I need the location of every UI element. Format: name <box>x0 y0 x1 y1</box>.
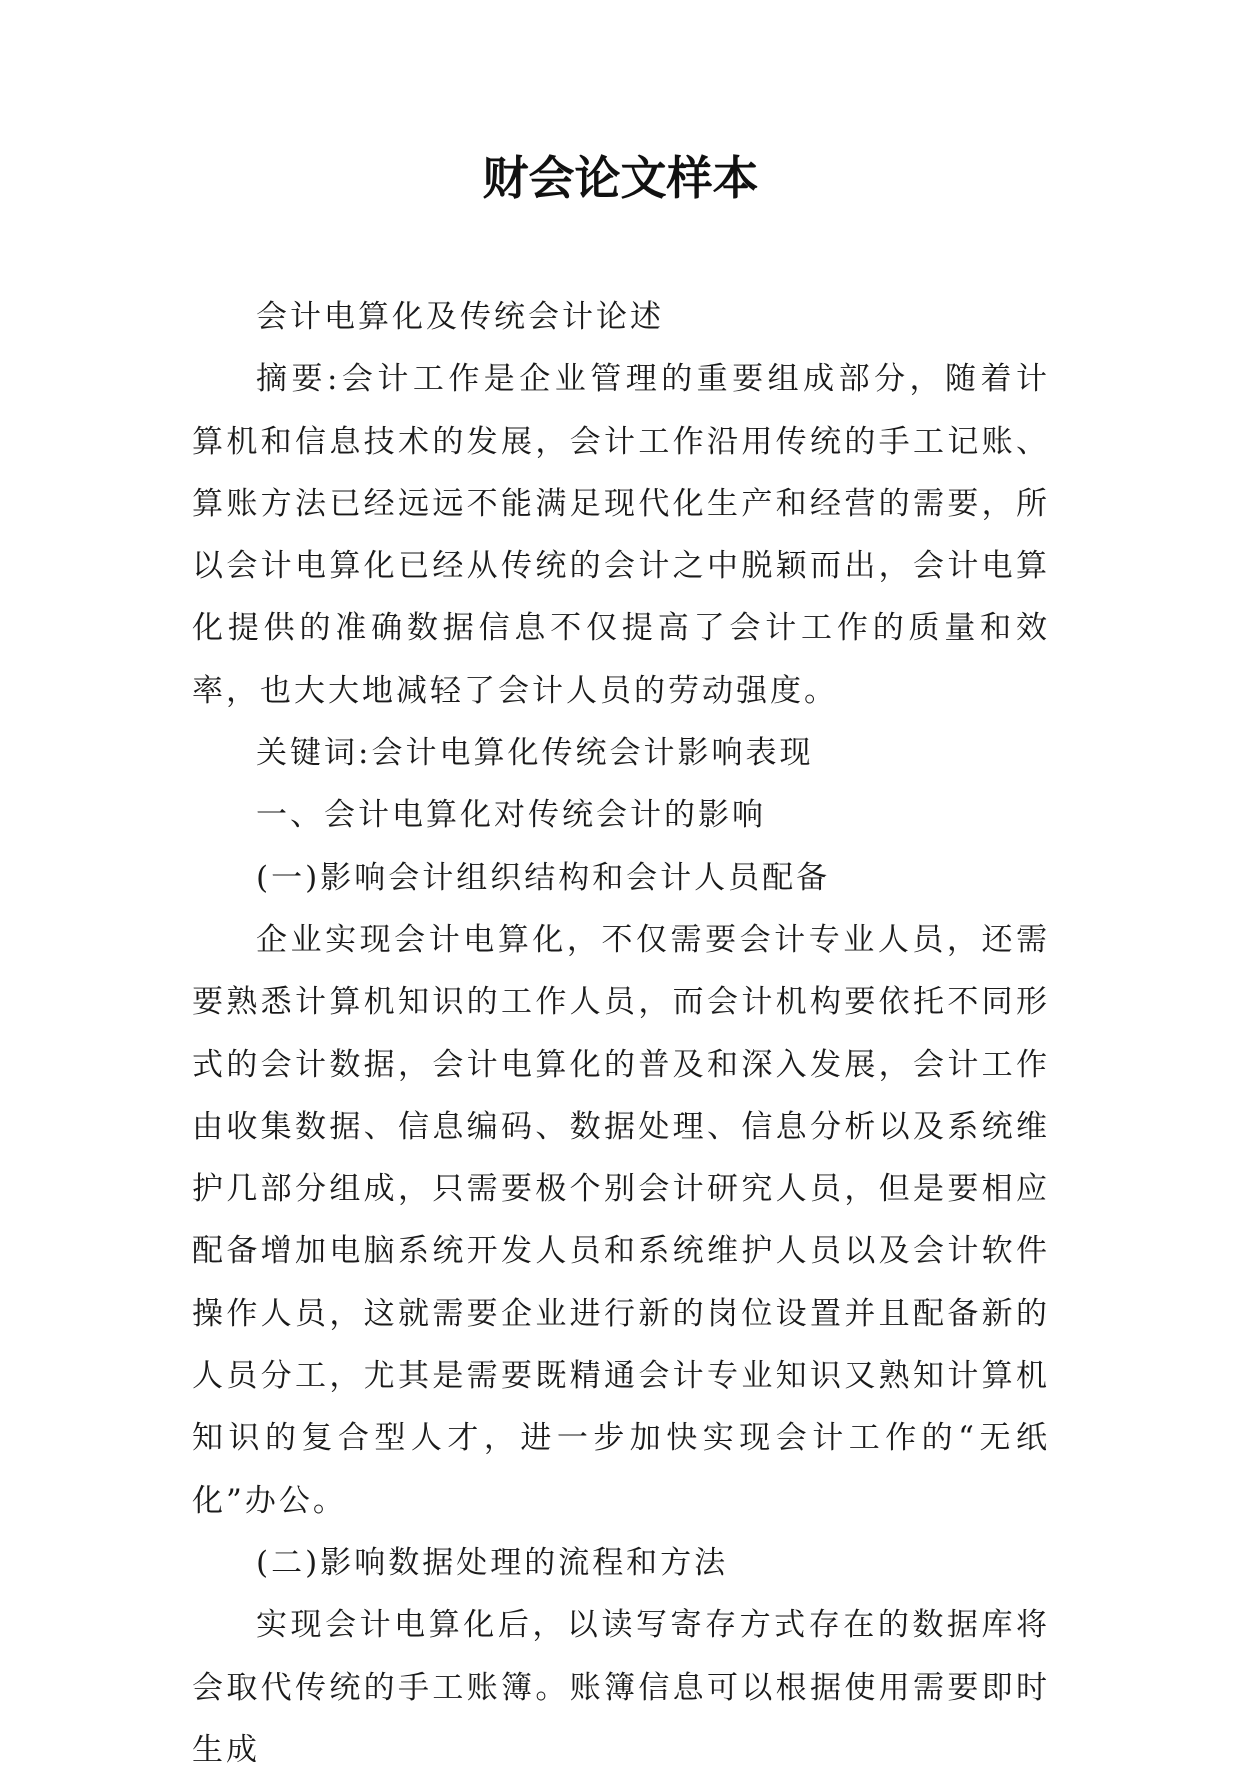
keywords-paragraph: 关键词:会计电算化传统会计影响表现 <box>256 735 814 772</box>
body-paragraph-1: 企业实现会计电算化，不仅需要会计专业人员，还需要熟悉计算机知识的工作人员，而会计机构要依托不同形式的会计数据，会计电算化的普及和深入发展，会计工作由收集数据、信息编码、数据处理、信息分析以及系统维护几部分组成，只需要极个别会计研究人员，但是要相应配备增加电脑系统开发人员和系统维护人员以及会计软件操作人员，这就需要企业进行新的岗位设置并且配备新的人员分工，尤其是需要既精通会计专业知识又熟知计算机知识的复合型人才，进一步加快实现会计工作的“无纸化”办公。 <box>192 921 1050 1519</box>
subsection-heading-2: (二)影响数据处理的流程和方法 <box>256 1544 729 1581</box>
subsection-heading-1: (一)影响会计组织结构和会计人员配备 <box>256 859 831 896</box>
document-title: 财会论文样本 <box>482 151 759 205</box>
document-body <box>192 286 1050 1781</box>
paper-subtitle: 会计电算化及传统会计论述 <box>256 299 664 335</box>
body-paragraph-2: 实现会计电算化后，以读写寄存方式存在的数据库将会取代传统的手工账簿。账簿信息可以根据使用需要即时生成 <box>192 1607 1050 1768</box>
section-heading-1: 一、会计电算化对传统会计的影响 <box>256 797 766 834</box>
abstract-paragraph: 摘要:会计工作是企业管理的重要组成部分，随着计算机和信息技术的发展，会计工作沿用传统的手工记账、算账方法已经远远不能满足现代化生产和经营的需要，所以会计电算化已经从传统的会计之中脱颖而出，会计电算化提供的准确数据信息不仅提高了会计工作的质量和效率，也大大地减轻了会计人员的劳动强度。 <box>192 361 1050 709</box>
